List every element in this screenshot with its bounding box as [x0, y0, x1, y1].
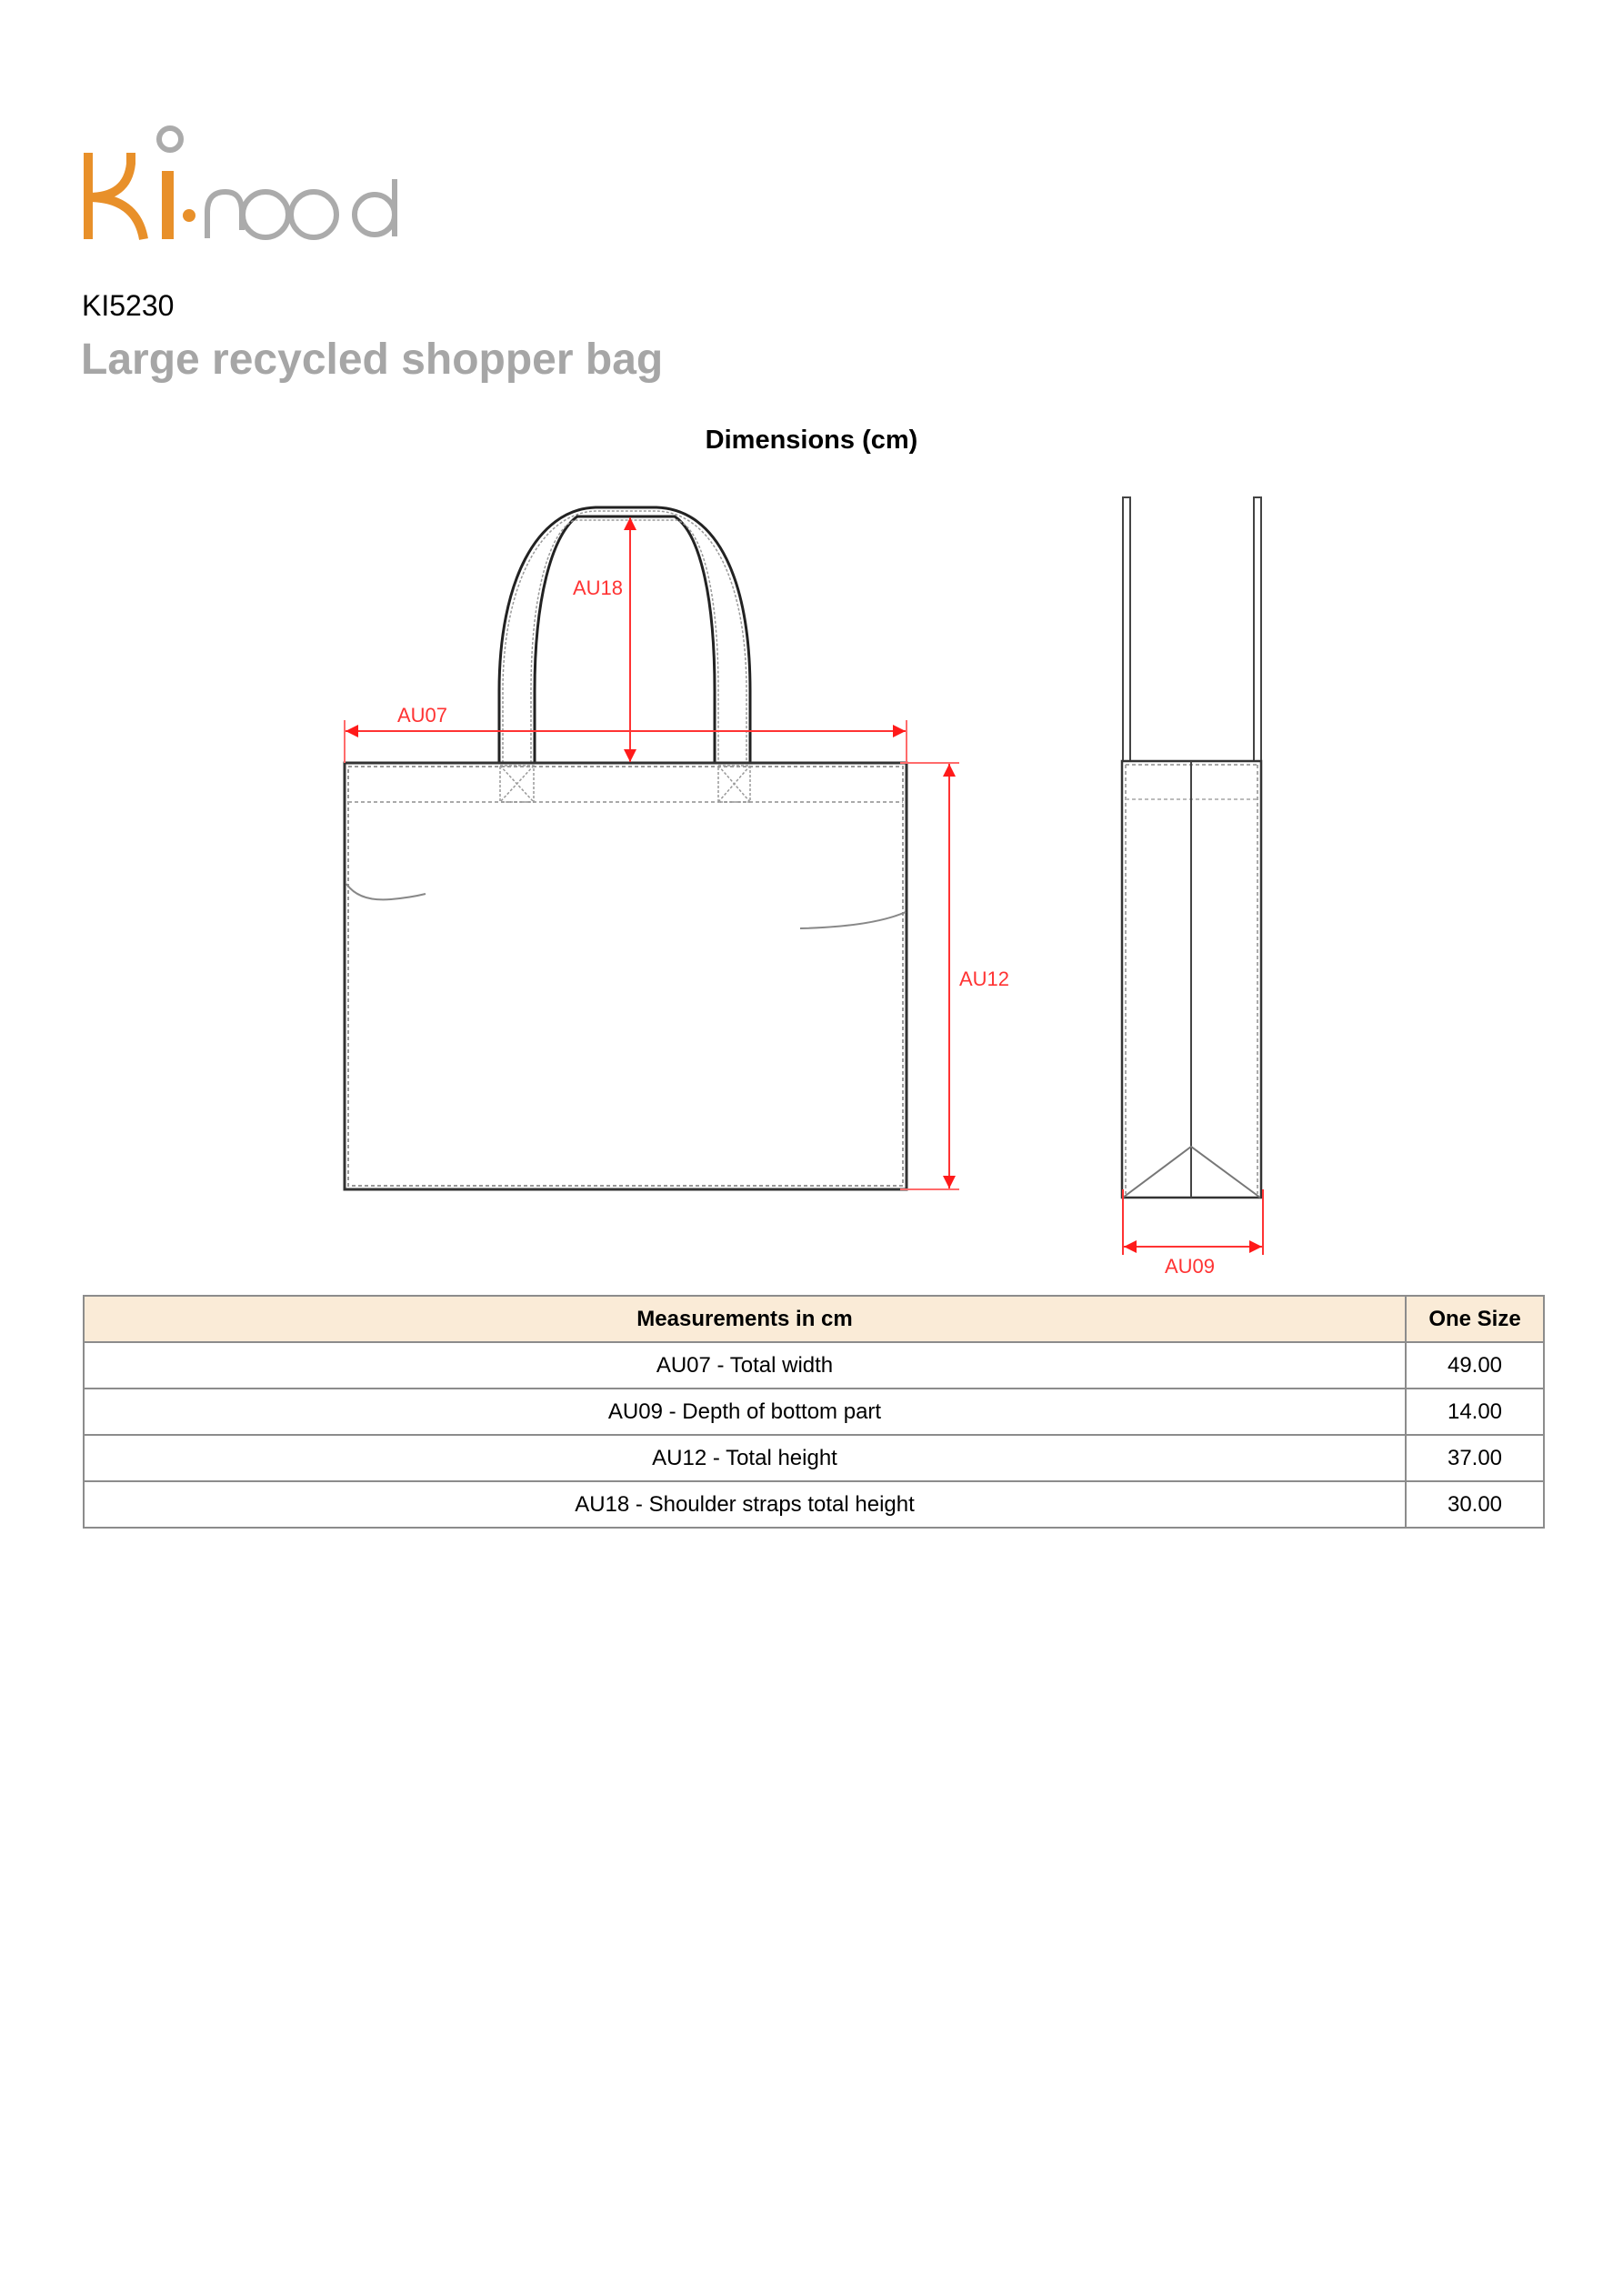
measurement-name: AU12 - Total height	[84, 1435, 1406, 1481]
product-title: Large recycled shopper bag	[81, 336, 664, 384]
measurement-value: 14.00	[1406, 1389, 1544, 1435]
measurement-value: 49.00	[1406, 1342, 1544, 1389]
side-annotations	[1123, 1189, 1263, 1255]
measurement-value: 30.00	[1406, 1481, 1544, 1528]
header-measurements: Measurements in cm	[84, 1296, 1406, 1342]
kimood-logo	[73, 114, 436, 259]
measurement-value: 37.00	[1406, 1435, 1544, 1481]
measurements-table	[83, 1295, 1545, 1529]
table-row	[84, 1435, 1544, 1481]
table-header-row	[84, 1296, 1544, 1342]
table-row	[84, 1342, 1544, 1389]
table-row	[84, 1481, 1544, 1528]
measurement-name: AU07 - Total width	[84, 1342, 1406, 1389]
table-row	[84, 1389, 1544, 1435]
bag-diagram-icon	[0, 482, 1623, 1282]
product-sku: KI5230	[82, 289, 175, 322]
measurement-name: AU09 - Depth of bottom part	[84, 1389, 1406, 1435]
dimensions-heading: Dimensions (cm)	[705, 426, 918, 455]
measurement-name: AU18 - Shoulder straps total height	[84, 1481, 1406, 1528]
dimension-label-au07: AU07	[397, 704, 448, 727]
kimood-logo-icon	[73, 114, 436, 259]
technical-drawing	[0, 482, 1623, 1282]
dimension-label-au18: AU18	[573, 577, 624, 599]
dimension-label-au09: AU09	[1165, 1255, 1216, 1278]
front-annotations	[345, 517, 959, 1189]
header-one-size: One Size	[1406, 1296, 1544, 1342]
side-view	[1122, 497, 1261, 1198]
front-view	[345, 507, 907, 1189]
dimension-label-au12: AU12	[959, 968, 1010, 990]
